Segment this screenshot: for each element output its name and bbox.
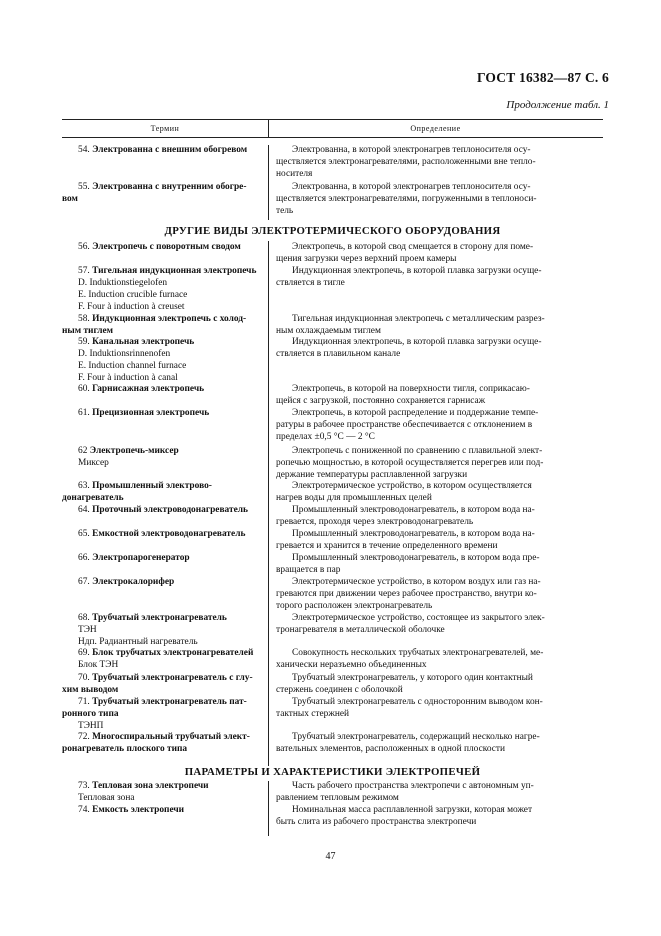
definition-line: ханически неразъемно объединенных (276, 659, 427, 670)
definition-line: тронагревателя в металлической оболочке (276, 624, 445, 635)
term-cell (62, 529, 266, 541)
definition-line: Промышленный электроводонагреватель, в котором вода на- (292, 529, 535, 539)
definition-line: быть слита из рабочего пространства электропечи (276, 816, 477, 827)
term-number: 69. (78, 648, 90, 658)
definition-cell (276, 266, 602, 290)
section-heading-furnace-parameters: ПАРАМЕТРЫ И ХАРАКТЕРИСТИКИ ЭЛЕКТРОПЕЧЕЙ (184, 766, 481, 778)
definition-cell (276, 613, 602, 637)
term-number: 67. (78, 577, 90, 587)
term-name-line (62, 805, 266, 817)
term-number: 59. (78, 337, 90, 347)
term-number: 63. (78, 481, 90, 491)
definition-cell (276, 732, 602, 756)
term-name-line: хим выводом (62, 684, 119, 695)
table-continuation-note: Продолжение табл. 1 (506, 99, 609, 111)
term-cell (62, 182, 266, 206)
definition-line: ществляется электронагревателями, погруженными в теплоноси- (276, 193, 537, 204)
term-cell (62, 145, 266, 157)
term-number: 74. (78, 805, 90, 815)
term-cell (62, 337, 266, 385)
term-synonym: F. Four à induction à canal (78, 372, 178, 383)
definition-cell (276, 145, 602, 181)
term-name-line (62, 577, 266, 589)
section-heading-other-equipment: ДРУГИЕ ВИДЫ ЭЛЕКТРОТЕРМИЧЕСКОГО ОБОРУДОВАНИЯ (164, 225, 501, 237)
term-number: 71. (78, 697, 90, 707)
definition-cell (276, 697, 602, 721)
definition-cell (276, 577, 602, 613)
term-name-line: ронного типа (62, 708, 119, 719)
term-name: Прецизионная электропечь (92, 408, 210, 418)
column-divider (268, 145, 269, 220)
term-synonym: Миксер (78, 457, 109, 468)
definition-line: Электрованна, в которой электронагрев теплоносителя осу- (292, 145, 531, 155)
term-cell (62, 613, 266, 649)
page-header-title: ГОСТ 16382—87 С. 6 (476, 70, 609, 85)
term-synonym: ТЭН (78, 624, 97, 635)
term-cell (62, 553, 266, 565)
term-synonym: D. Induktionsrinnenofen (78, 348, 171, 359)
term-cell (62, 648, 266, 672)
definition-cell (276, 648, 602, 672)
column-divider (268, 241, 269, 766)
term-name: Емкость электропечи (92, 805, 185, 815)
term-name: Проточный электроводонагреватель (92, 505, 248, 515)
term-name: Тигельная индукционная электропечь (92, 266, 257, 276)
term-name-line (62, 242, 266, 254)
term-name: Электропечь с поворотным сводом (92, 242, 241, 252)
term-number: 72. (78, 732, 90, 742)
term-synonym: Блок ТЭН (78, 659, 119, 670)
definition-line: щейся с загрузкой, постоянно сохраняется гарнисаж (276, 395, 486, 406)
term-name: Гарнисажная электропечь (92, 384, 205, 394)
definition-line: Электротермическое устройство, в котором воздух или газ на- (292, 577, 541, 587)
definition-line: Промышленный электроводонагреватель, в котором вода на- (292, 505, 535, 515)
term-name-line: вом (62, 193, 78, 204)
definition-line: держание температуры расплавленной загрузки (276, 469, 468, 480)
definition-cell (276, 337, 602, 361)
definition-line: Часть рабочего пространства электропечи с автономным уп- (292, 781, 534, 791)
definition-line: вательных элементов, расположенных в одной плоскости (276, 743, 506, 754)
term-number: 54. (78, 145, 90, 155)
term-number: 70. (78, 673, 90, 683)
definition-line: греваются при движении через рабочее пространство, внутри ко- (276, 588, 537, 599)
definition-line: ным охлаждаемым тиглем (276, 325, 381, 336)
term-name: Электрованна с внутренним обогре- (92, 182, 247, 192)
definition-line: гревается и хранится в течение определенного времени (276, 540, 498, 551)
term-name-line (62, 314, 266, 326)
table-header-rule (62, 137, 603, 138)
term-name-line (62, 613, 266, 625)
term-name-line (62, 553, 266, 565)
term-cell (62, 697, 266, 733)
term-name: Электрокалорифер (92, 577, 175, 587)
definition-line: гревается, проходя через электроводонагреватель (276, 516, 474, 527)
definition-cell (276, 314, 602, 338)
term-name-line (62, 145, 266, 157)
term-number: 66. (78, 553, 90, 563)
definition-line: Тигельная индукционная электропечь с металлическим разрез- (292, 314, 545, 324)
definition-line: Индукционная электропечь, в которой плавка загрузки осуще- (292, 266, 542, 276)
term-number: 55. (78, 182, 90, 192)
term-name: Трубчатый электронагреватель пат- (92, 697, 247, 707)
definition-line: Электротермическое устройство, состоящее из закрытого элек- (292, 613, 545, 623)
definition-cell (276, 384, 602, 408)
definition-line: Трубчатый электронагреватель, содержащий несколько нагре- (292, 732, 540, 742)
term-name-line (62, 781, 266, 793)
term-cell (62, 781, 266, 805)
term-name-line: ронагреватель плоского типа (62, 743, 188, 754)
table-top-rule (62, 119, 603, 120)
term-name-line (62, 732, 266, 744)
definition-line: носителя (276, 168, 313, 179)
term-number: 60. (78, 384, 90, 394)
definition-line: Электропечь, в которой на поверхности тигля, соприкасаю- (292, 384, 530, 394)
term-cell (62, 577, 266, 589)
page-number: 47 (325, 851, 336, 862)
term-synonym: D. Induktionstiegelofen (78, 277, 168, 288)
term-name-line (62, 648, 266, 660)
term-cell (62, 314, 266, 338)
term-name-line (62, 384, 266, 396)
definition-line: Электропечь с пониженной по сравнению с плавильной элект- (292, 446, 543, 456)
term-number: 73. (78, 781, 90, 791)
definition-cell (276, 781, 602, 805)
term-name: Канальная электропечь (92, 337, 195, 347)
term-name: Емкостной электроводонагреватель (92, 529, 246, 539)
term-name: Многоспиральный трубчатый элект- (92, 732, 250, 742)
term-name-line (62, 505, 266, 517)
term-synonym: F. Four à induction à creuset (78, 301, 185, 312)
definition-line: Промышленный электроводонагреватель, в котором вода пре- (292, 553, 540, 563)
term-name: Электрованна с внешним обогревом (92, 145, 248, 155)
term-number: 64. (78, 505, 90, 515)
term-number: 62 (78, 446, 88, 456)
term-cell (62, 408, 266, 420)
term-name-line: донагреватель (62, 492, 124, 503)
definition-line: стержень соединен с оболочкой (276, 684, 403, 695)
column-header-term: Термин (150, 124, 180, 133)
definition-line: равлением тепловым режимом (276, 792, 399, 803)
term-cell (62, 505, 266, 517)
term-cell (62, 732, 266, 756)
term-name-line (62, 529, 266, 541)
term-name-line (62, 446, 266, 458)
term-name-line (62, 673, 266, 685)
column-header-definition: Определение (410, 124, 461, 133)
definition-line: Электропечь, в которой свод смещается в сторону для поме- (292, 242, 534, 252)
term-number: 65. (78, 529, 90, 539)
term-name-line: ным тиглем (62, 325, 114, 336)
term-cell (62, 446, 266, 470)
term-cell (62, 481, 266, 505)
term-name: Трубчатый электронагреватель с глу- (92, 673, 253, 683)
definition-line: Электропечь, в которой распределение и поддержание темпе- (292, 408, 539, 418)
definition-cell (276, 446, 602, 482)
term-name-line (62, 408, 266, 420)
definition-line: вращается в пар (276, 564, 341, 575)
definition-line: ствляется в плавильном канале (276, 348, 401, 359)
definition-line: тель (276, 205, 294, 216)
term-synonym: ТЭНП (78, 720, 104, 731)
definition-cell (276, 505, 602, 529)
term-number: 61. (78, 408, 90, 418)
term-number: 58. (78, 314, 90, 324)
definition-line: торого расположен электронагреватель (276, 600, 433, 611)
term-number: 57. (78, 266, 90, 276)
term-synonym: Ндп. Радиантный нагреватель (78, 636, 198, 647)
definition-line: нагрев воды для промышленных целей (276, 492, 432, 503)
term-name: Электропарогенератор (92, 553, 190, 563)
definition-line: Трубчатый электронагреватель с односторонним выводом кон- (292, 697, 543, 707)
term-name-line (62, 481, 266, 493)
definition-line: ществляется электронагревателями, расположенными вне тепло- (276, 156, 536, 167)
term-cell (62, 266, 266, 314)
definition-line: пределах ±0,5 °С — 2 °С (276, 431, 375, 442)
term-number: 56. (78, 242, 90, 252)
definition-line: Трубчатый электронагреватель, у которого один контактный (292, 673, 533, 683)
term-name: Тепловая зона электропечи (92, 781, 209, 791)
definition-cell (276, 408, 602, 444)
definition-cell (276, 529, 602, 553)
definition-line: Индукционная электропечь, в которой плавка загрузки осуще- (292, 337, 542, 347)
definition-cell (276, 673, 602, 697)
term-name-line (62, 182, 266, 194)
definition-cell (276, 481, 602, 505)
definition-cell (276, 182, 602, 218)
term-name: Электропечь-миксер (89, 446, 179, 456)
definition-line: ратуры в рабочее пространстве обеспечивается с отклонением в (276, 419, 533, 430)
term-name: Блок трубчатых электронагревателей (92, 648, 254, 658)
definition-line: ропечью мощностью, в которой осуществляется перегрев или под- (276, 457, 544, 468)
term-cell (62, 242, 266, 254)
definition-line: Совокупность нескольких трубчатых электронагревателей, ме- (292, 648, 544, 658)
definition-line: Электрованна, в которой электронагрев теплоносителя осу- (292, 182, 531, 192)
definition-cell (276, 553, 602, 577)
definition-cell (276, 242, 602, 266)
definition-line: ствляется в тигле (276, 277, 345, 288)
column-divider (268, 781, 269, 836)
term-name: Индукционная электропечь с холод- (92, 314, 247, 324)
term-number: 68. (78, 613, 90, 623)
definition-line: Номинальная масса расплавленной загрузки, которая может (292, 805, 533, 815)
term-synonym: E. Induction crucible furnace (78, 289, 188, 300)
definition-line: тактных стержней (276, 708, 350, 719)
definition-line: щения загрузки через верхний проем камеры (276, 253, 457, 264)
term-cell (62, 805, 266, 817)
term-synonym: E. Induction channel furnace (78, 360, 187, 371)
term-synonym: Тепловая зона (78, 792, 135, 803)
term-name: Трубчатый электронагреватель (92, 613, 227, 623)
definition-line: Электротермическое устройство, в котором осуществляется (292, 481, 532, 491)
term-name: Промышленный электрово- (92, 481, 212, 491)
definition-cell (276, 805, 602, 829)
term-cell (62, 673, 266, 697)
term-name-line (62, 266, 266, 278)
term-name-line (62, 337, 266, 349)
term-name-line (62, 697, 266, 709)
term-cell (62, 384, 266, 396)
